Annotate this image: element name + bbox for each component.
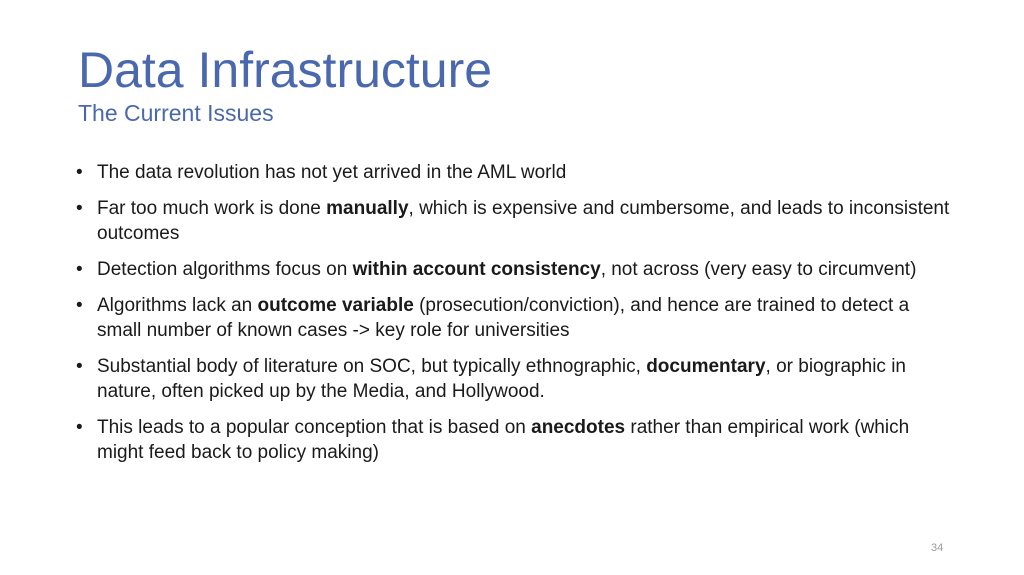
slide-subtitle: The Current Issues [78, 100, 274, 126]
emphasis-text: documentary [646, 356, 766, 377]
bullet-icon: • [76, 356, 83, 377]
bullet-text: Detection algorithms focus on within account consistency, not across (very easy to circumvent) [97, 259, 917, 280]
bullet-list [76, 160, 956, 476]
bullet-icon: • [76, 259, 83, 280]
bullet-item [76, 196, 956, 246]
page-number: 34 [931, 542, 944, 554]
bullet-icon: • [76, 162, 83, 183]
bullet-item [76, 354, 956, 404]
bullet-text: The data revolution has not yet arrived in the AML world [97, 162, 567, 183]
bullet-item [76, 415, 956, 465]
bullet-item [76, 293, 956, 343]
emphasis-text: outcome variable [257, 295, 414, 316]
slide-title: Data Infrastructure [78, 42, 493, 98]
bullet-icon: • [76, 295, 83, 316]
bullet-item [76, 257, 956, 282]
bullet-text: This leads to a popular conception that is based on anecdotes rather than empirical work (which might feed back to policy making) [97, 417, 910, 463]
bullet-icon: • [76, 417, 83, 438]
emphasis-text: within account consistency [352, 259, 601, 280]
emphasis-text: manually [326, 198, 409, 219]
bullet-text: Algorithms lack an outcome variable (prosecution/conviction), and hence are trained to detect a small number of known cases -> key role for universities [97, 295, 910, 341]
bullet-text: Far too much work is done manually, which is expensive and cumbersome, and leads to inconsistent outcomes [97, 198, 950, 244]
emphasis-text: anecdotes [531, 417, 626, 438]
bullet-text: Substantial body of literature on SOC, but typically ethnographic, documentary, or biographic in nature, often picked up by the Media, and Hollywood. [97, 356, 906, 402]
bullet-icon: • [76, 198, 83, 219]
bullet-item [76, 160, 956, 185]
